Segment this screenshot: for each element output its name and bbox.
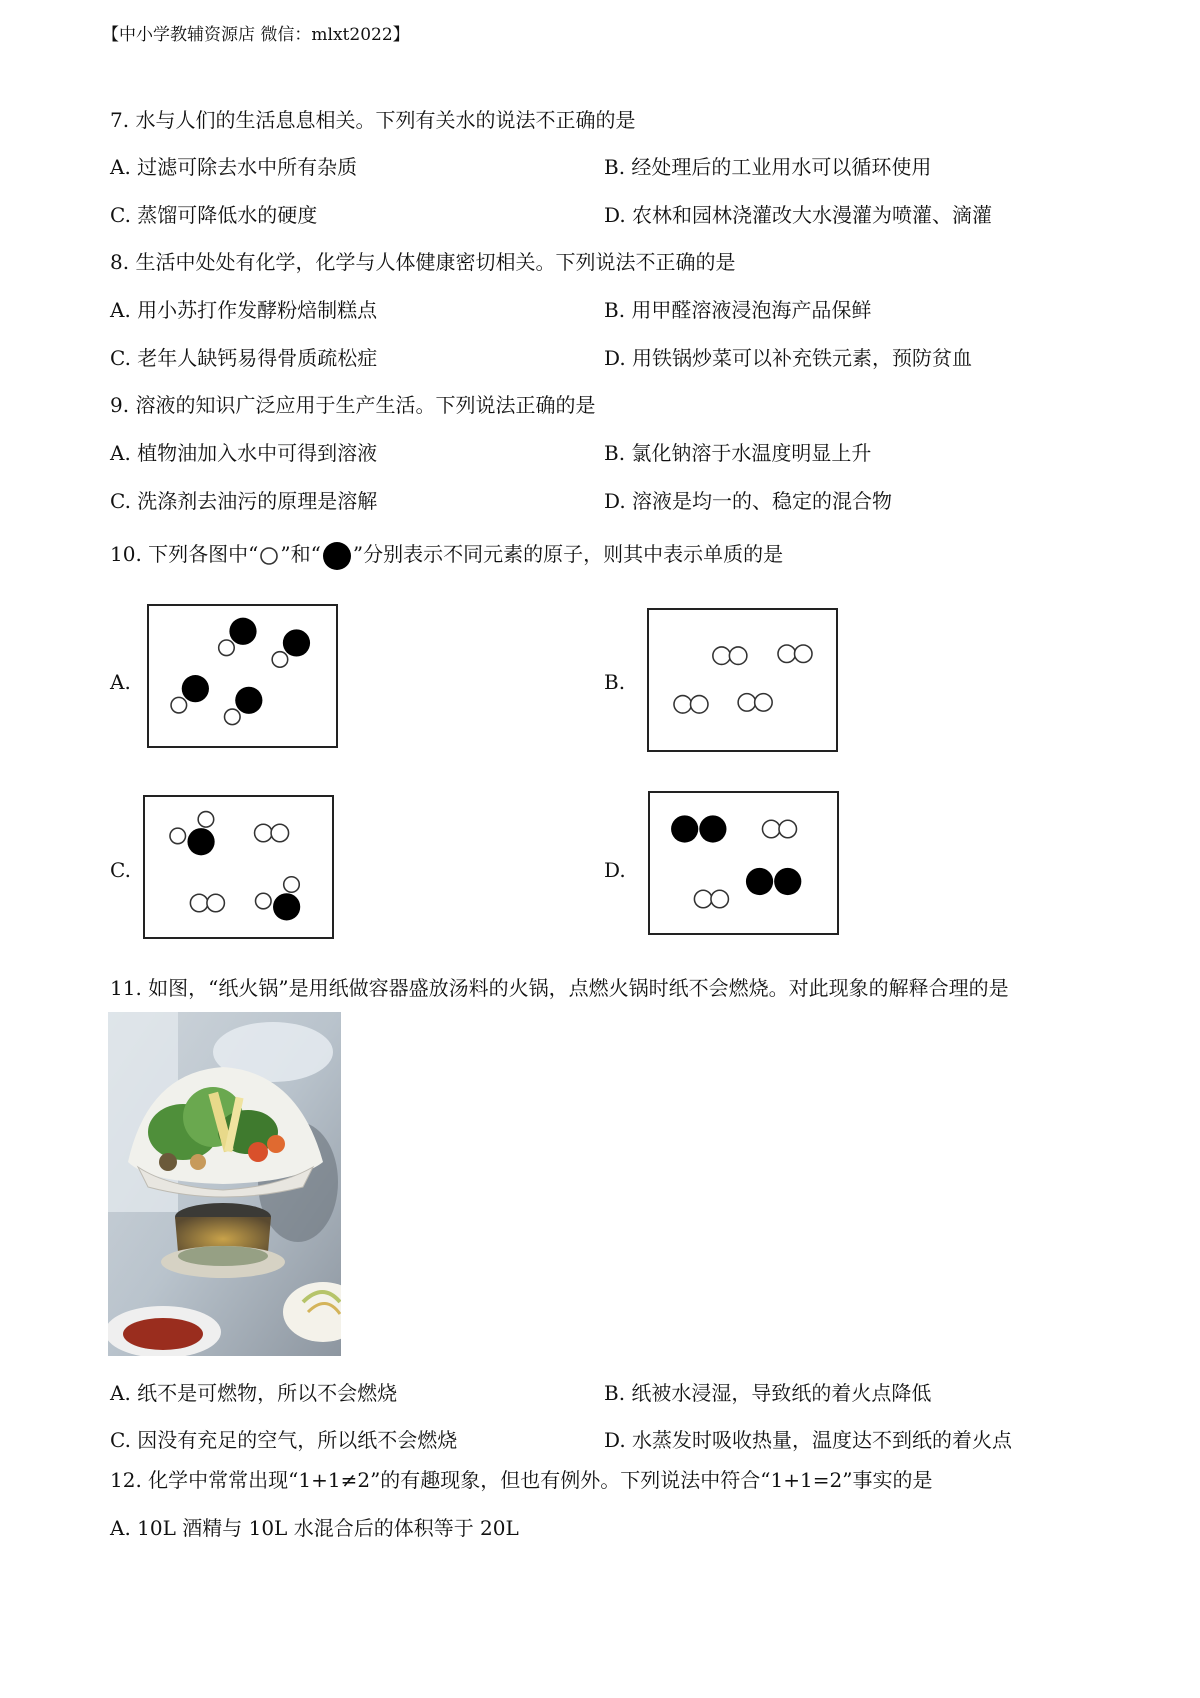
diagram-a-box[interactable] [147,604,338,748]
question-9-option-d[interactable]: D. 溶液是均一的、稳定的混合物 [604,489,893,513]
paper-hotpot-photo [108,1012,341,1356]
question-8-option-a[interactable]: A. 用小苏打作发酵粉焙制糕点 [110,298,378,322]
light-atom-icon [258,545,280,567]
diagram-c-box[interactable] [143,795,334,939]
question-10-stem-part3: ”分别表示不同元素的原子，则其中表示单质的是 [352,542,784,566]
question-11-option-b[interactable]: B. 纸被水浸湿，导致纸的着火点降低 [604,1381,932,1405]
diagram-d-label[interactable]: D. [604,858,626,882]
question-11-option-a[interactable]: A. 纸不是可燃物，所以不会燃烧 [110,1381,398,1405]
question-7-option-b[interactable]: B. 经处理后的工业用水可以循环使用 [604,155,932,179]
diagram-b-box[interactable] [647,608,838,752]
diagram-d-box[interactable] [648,791,839,935]
diagram-a-label[interactable]: A. [110,670,131,694]
diagram-c-label[interactable]: C. [110,858,131,882]
diagram-b-label[interactable]: B. [604,670,626,694]
question-7-option-c[interactable]: C. 蒸馏可降低水的硬度 [110,203,318,227]
question-8-option-c[interactable]: C. 老年人缺钙易得骨质疏松症 [110,346,378,370]
diagram-a [149,606,336,746]
question-10-stem-part2: ”和“ [280,542,321,566]
question-12-stem: 12. 化学中常常出现“1+1≠2”的有趣现象，但也有例外。下列说法中符合“1+1=2”事实的是 [110,1468,933,1492]
diagram-b [649,610,836,750]
question-12-option-a[interactable]: A. 10L 酒精与 10L 水混合后的体积等于 20L [110,1516,519,1540]
question-9-option-c[interactable]: C. 洗涤剂去油污的原理是溶解 [110,489,378,513]
question-11-stem: 11. 如图，“纸火锅”是用纸做容器盛放汤料的火锅，点燃火锅时纸不会燃烧。对此现象的解释合理的是 [110,976,1009,1000]
question-8-stem: 8. 生活中处处有化学，化学与人体健康密切相关。下列说法不正确的是 [110,250,736,274]
question-10-stem-part1: 10. 下列各图中“ [110,542,259,566]
question-11-option-d[interactable]: D. 水蒸发时吸收热量，温度达不到纸的着火点 [604,1428,1013,1452]
question-7-option-a[interactable]: A. 过滤可除去水中所有杂质 [110,155,358,179]
page-header: 【中小学教辅资源店 微信：mlxt2022】 [102,25,410,45]
question-9-option-a[interactable]: A. 植物油加入水中可得到溶液 [110,441,378,465]
question-9-stem: 9. 溶液的知识广泛应用于生产生活。下列说法正确的是 [110,393,596,417]
question-10-stem [110,538,783,572]
question-8-option-b[interactable]: B. 用甲醛溶液浸泡海产品保鲜 [604,298,872,322]
question-9-option-b[interactable]: B. 氯化钠溶于水温度明显上升 [604,441,872,465]
question-11-option-c[interactable]: C. 因没有充足的空气，所以纸不会燃烧 [110,1428,458,1452]
question-7-stem: 7. 水与人们的生活息息相关。下列有关水的说法不正确的是 [110,108,636,132]
diagram-c [145,797,332,937]
question-7-option-d[interactable]: D. 农林和园林浇灌改大水漫灌为喷灌、滴灌 [604,203,993,227]
question-8-option-d[interactable]: D. 用铁锅炒菜可以补充铁元素，预防贫血 [604,346,973,370]
dark-atom-icon [321,540,353,572]
diagram-d [650,793,837,933]
